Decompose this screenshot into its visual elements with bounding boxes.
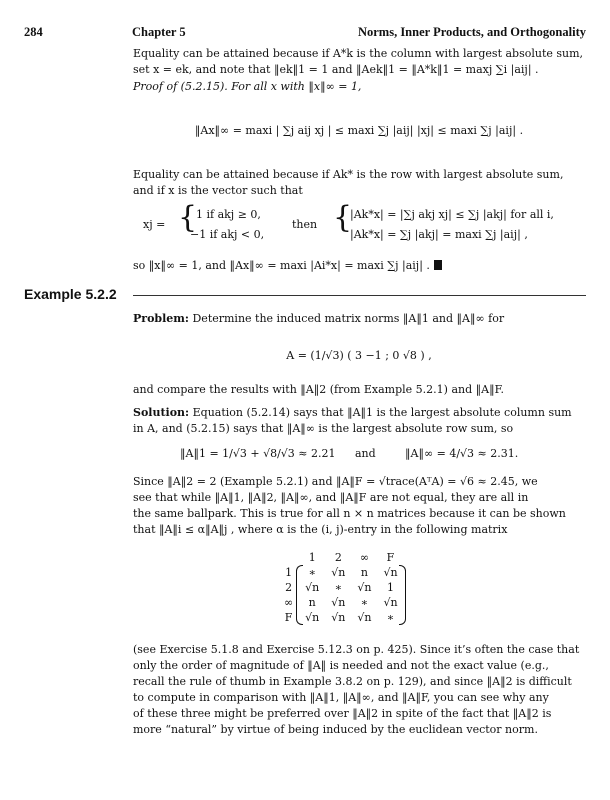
text-line: more “natural” by virtue of being induced by the euclidean vector norm. — [133, 723, 538, 736]
matrix-col-header: 1 — [308, 551, 316, 564]
equation-one-norm: ‖A‖1 = 1/√3 + √8/√3 ≈ 2.21 — [180, 447, 336, 460]
matrix-cell: n — [360, 566, 368, 579]
matrix-col-header: ∞ — [359, 551, 369, 564]
matrix-cell: √n — [305, 611, 320, 624]
matrix-cell: √n — [331, 611, 346, 624]
text-line: of these three might be preferred over ‖A‖2 in spite of the fact that ‖A‖2 is — [133, 707, 552, 720]
matrix-equation: A = (1/√3) ( 3 −1 ; 0 √8 ) , — [286, 349, 432, 362]
case-line: |Ak*x| = |∑j akj xj| ≤ ∑j |akj| for all i, — [350, 208, 554, 221]
text-line: that ‖A‖i ≤ α‖A‖j , where α is the (i, j)-entry in the following matrix — [133, 523, 508, 536]
text-line: only the order of magnitude of ‖A‖ is needed and not the exact value (e.g., — [133, 659, 549, 672]
norm-equivalence-matrix — [278, 550, 404, 625]
matrix-cell: ∗ — [308, 566, 316, 579]
proof-line: Proof of (5.2.15). For all x with ‖x‖∞ = 1, — [133, 80, 362, 93]
text-line: Equality can be attained because if Ak* is the row with largest absolute sum, — [133, 168, 564, 181]
matrix-right-bracket — [399, 565, 406, 625]
text-line: see that while ‖A‖1, ‖A‖2, ‖A‖∞, and ‖A‖F are not equal, they are all in — [133, 491, 529, 504]
chapter-label: Chapter 5 — [132, 25, 186, 39]
solution-head: Solution: — [133, 406, 190, 419]
matrix-cell: √n — [383, 566, 398, 579]
problem-head: Problem: — [133, 312, 189, 325]
matrix-row-header: 2 — [285, 581, 293, 594]
text-line: Since ‖A‖2 = 2 (Example 5.2.1) and ‖A‖F = √trace(AᵀA) = √6 ≈ 2.45, we — [133, 475, 538, 488]
equation-inf-norm: ‖Ax‖∞ = maxi | ∑j aij xj | ≤ maxi ∑j |aij| |xj| ≤ maxi ∑j |aij| . — [194, 124, 524, 137]
matrix-cell: √n — [305, 581, 320, 594]
cases-xj: xj = — [143, 218, 166, 231]
text-line: set x = ek, and note that ‖ek‖1 = 1 and ‖Aek‖1 = ‖A*k‖1 = maxj ∑i |aij| . — [133, 63, 539, 76]
case-line: −1 if akj < 0, — [190, 228, 265, 241]
matrix-cell: √n — [357, 611, 372, 624]
matrix-row-header: F — [284, 611, 293, 624]
solution-line — [133, 405, 585, 421]
text-line: Equality can be attained because if A*k is the column with largest absolute sum, — [133, 47, 584, 60]
solution-text: Equation (5.2.14) says that ‖A‖1 is the largest absolute column sum — [192, 406, 572, 419]
matrix-cell: √n — [331, 566, 346, 579]
and-word: and — [355, 447, 376, 460]
matrix-cell: ∗ — [360, 596, 369, 609]
matrix-row-header: 1 — [285, 566, 293, 579]
matrix-cell: 1 — [387, 581, 394, 594]
text-line: and compare the results with ‖A‖2 (from Example 5.2.1) and ‖A‖F. — [133, 383, 504, 396]
left-brace: { — [333, 200, 353, 235]
chapter-title: Norms, Inner Products, and Orthogonality — [357, 25, 586, 39]
matrix-cell: ∗ — [334, 581, 343, 594]
text-line: (see Exercise 5.1.8 and Exercise 5.12.3 on p. 425). Since it’s often the case that — [133, 643, 580, 656]
matrix-col-header: 2 — [334, 551, 342, 564]
text-line: to compute in comparison with ‖A‖1, ‖A‖∞, and ‖A‖F, you can see why any — [133, 691, 549, 704]
left-brace: { — [178, 200, 198, 235]
matrix-cell: √n — [357, 581, 372, 594]
page-number: 284 — [24, 25, 43, 39]
qed-box — [434, 260, 442, 270]
case-line: |Ak*x| = ∑j |akj| = maxi ∑j |aij| , — [350, 228, 528, 241]
text-line: in A, and (5.2.15) says that ‖A‖∞ is the largest absolute row sum, so — [133, 422, 514, 435]
problem-line — [133, 311, 585, 327]
example-rule — [133, 295, 586, 296]
then-word: then — [292, 218, 318, 231]
matrix-cell: √n — [331, 596, 346, 609]
final-line: so ‖x‖∞ = 1, and ‖Ax‖∞ = maxi |Ai*x| = maxi ∑j |aij| . — [133, 259, 430, 272]
equation-inf-norm-value: ‖A‖∞ = 4/√3 ≈ 2.31. — [405, 447, 519, 460]
example-label: Example 5.2.2 — [24, 286, 117, 302]
matrix-cell: n — [308, 596, 316, 609]
text-line: the same ballpark. This is true for all n × n matrices because it can be shown — [133, 507, 566, 520]
text-line: and if x is the vector such that — [133, 184, 303, 197]
text-line: recall the rule of thumb in Example 3.8.2 on p. 129), and since ‖A‖2 is difficult — [133, 675, 572, 688]
text-line — [133, 258, 585, 274]
matrix-row-header: ∞ — [284, 596, 294, 609]
matrix-cell: √n — [383, 596, 398, 609]
matrix-col-header: F — [386, 551, 395, 564]
running-header — [24, 25, 586, 43]
problem-text: Determine the induced matrix norms ‖A‖1 and ‖A‖∞ for — [192, 312, 505, 325]
case-line: 1 if akj ≥ 0, — [196, 208, 261, 221]
matrix-left-bracket — [296, 565, 303, 625]
matrix-cell: ∗ — [386, 611, 395, 624]
